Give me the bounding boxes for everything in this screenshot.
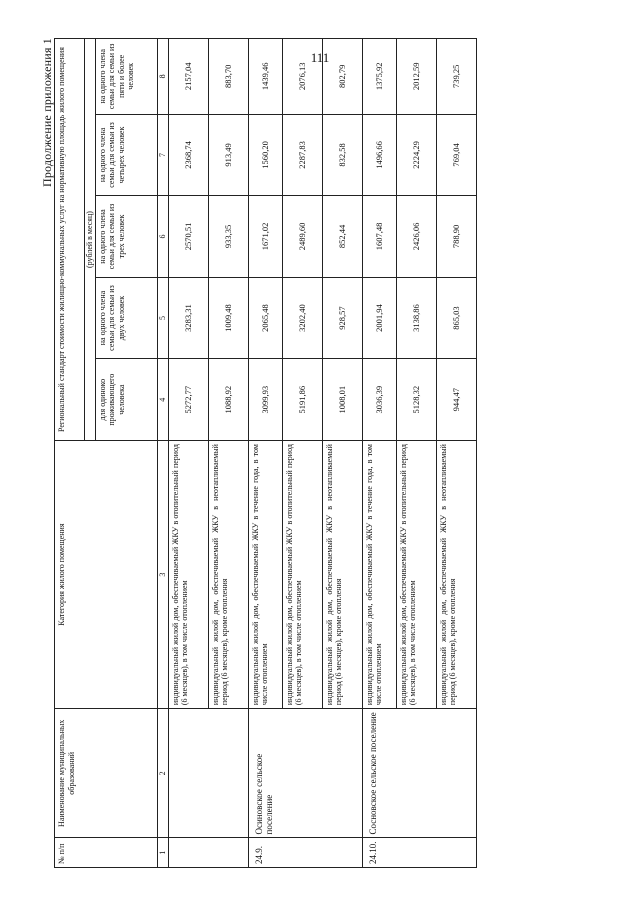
header-col7: на одного члена семьи для семьи из четырех человек <box>95 114 157 196</box>
header-col8: на одного члена семьи для семьи из пяти и более человек <box>95 39 157 115</box>
rotated-inner <box>40 38 500 868</box>
cell-value: 788,90 <box>436 196 476 278</box>
cell-value: 1009,48 <box>208 277 248 359</box>
cell-municipality: Осиновское сельское поселение <box>248 709 362 838</box>
cell-value: 2224,29 <box>396 114 436 196</box>
header-col5: на одного члена семьи для семьи из двух человек <box>95 277 157 359</box>
cell-value: 3283,31 <box>168 277 208 359</box>
col-index: 3 <box>157 441 168 709</box>
table-row <box>248 39 282 868</box>
cell-value: 3202,40 <box>282 277 322 359</box>
cell-category: индивидуальный жилой дом, обеспечиваемый ЖКУ в отопительный период (6 месяцев), в том числе отоплением <box>282 441 322 709</box>
cell-value: 832,58 <box>322 114 362 196</box>
cell-category: индивидуальный жилой дом, обеспечиваемый ЖКУ в неотапливаемый период (6 месяцев), кроме отопления <box>322 441 362 709</box>
cell-category: индивидуальный жилой дом, обеспечиваемый ЖКУ в отопительный период (6 месяцев), в том числе отоплением <box>396 441 436 709</box>
col-index: 1 <box>157 838 168 868</box>
col-index: 2 <box>157 709 168 838</box>
cell-value: 5191,86 <box>282 359 322 441</box>
header-unit: (рублей в месяц) <box>85 39 96 441</box>
cell-value: 1560,20 <box>248 114 282 196</box>
cell-code <box>168 838 248 868</box>
cell-value: 2426,06 <box>396 196 436 278</box>
cell-value: 2368,74 <box>168 114 208 196</box>
table-row <box>362 39 396 868</box>
cell-value: 3138,86 <box>396 277 436 359</box>
table-row <box>168 39 208 868</box>
col-index: 6 <box>157 196 168 278</box>
header-col6: на одного члена семьи для семьи из трех человек <box>95 196 157 278</box>
page-number: 111 <box>310 50 330 65</box>
cell-code: 24.9. <box>248 838 362 868</box>
col-index: 7 <box>157 114 168 196</box>
cell-value: 2001,94 <box>362 277 396 359</box>
cell-category: индивидуальный жилой дом, обеспечиваемый ЖКУ в течение года, в том числе отоплением <box>248 441 282 709</box>
cell-value: 2012,59 <box>396 39 436 115</box>
cell-value: 1375,92 <box>362 39 396 115</box>
cell-value: 1088,92 <box>208 359 248 441</box>
col-index: 4 <box>157 359 168 441</box>
cell-value: 2287,83 <box>282 114 322 196</box>
cell-value: 852,44 <box>322 196 362 278</box>
cell-value: 802,79 <box>322 39 362 115</box>
cell-value: 2076,13 <box>282 39 322 115</box>
cell-value: 2065,48 <box>248 277 282 359</box>
cell-value: 2489,60 <box>282 196 322 278</box>
cell-value: 769,04 <box>436 114 476 196</box>
col-index: 5 <box>157 277 168 359</box>
cell-value: 3036,39 <box>362 359 396 441</box>
cell-value: 5128,32 <box>396 359 436 441</box>
cell-value: 5272,77 <box>168 359 208 441</box>
header-num: № п/п <box>55 838 158 868</box>
cell-value: 1008,01 <box>322 359 362 441</box>
cell-municipality: Сосновское сельское поселение <box>362 709 476 838</box>
cell-value: 913,49 <box>208 114 248 196</box>
cell-value: 933,35 <box>208 196 248 278</box>
cell-category: индивидуальный жилой дом, обеспечиваемый ЖКУ в неотапливаемый период (6 месяцев), кроме отопления <box>436 441 476 709</box>
cell-value: 2157,04 <box>168 39 208 115</box>
cell-value: 928,57 <box>322 277 362 359</box>
col-index: 8 <box>157 39 168 115</box>
cell-value: 1671,02 <box>248 196 282 278</box>
cell-value: 1439,46 <box>248 39 282 115</box>
cell-category: индивидуальный жилой дом, обеспечиваемый ЖКУ в течение года, в том числе отоплением <box>362 441 396 709</box>
header-category: Категория жилого помещения <box>55 441 158 709</box>
cell-code: 24.10. <box>362 838 476 868</box>
cell-category: индивидуальный жилой дом, обеспечиваемый ЖКУ в неотапливаемый период (6 месяцев), кроме отопления <box>208 441 248 709</box>
cell-municipality <box>168 709 248 838</box>
cell-value: 3099,93 <box>248 359 282 441</box>
cell-category: индивидуальный жилой дом, обеспечиваемый ЖКУ в отопительный период (6 месяцев), в том числе отоплением <box>168 441 208 709</box>
cell-value: 865,03 <box>436 277 476 359</box>
cell-value: 883,70 <box>208 39 248 115</box>
cell-value: 739,25 <box>436 39 476 115</box>
cell-value: 2570,51 <box>168 196 208 278</box>
header-municipality: Наименование муниципальных образований <box>55 709 158 838</box>
tariff-table <box>54 38 477 868</box>
cell-value: 944,47 <box>436 359 476 441</box>
cell-value: 1496,66 <box>362 114 396 196</box>
appendix-note: Продолжение приложения 1 <box>40 38 54 188</box>
header-standard-title: Региональный стандарт стоимости жилищно-коммунальных услуг на нормативную площадь жилого помещения <box>55 39 85 441</box>
header-col4: для одиноко проживающего человека <box>95 359 157 441</box>
cell-value: 1607,48 <box>362 196 396 278</box>
